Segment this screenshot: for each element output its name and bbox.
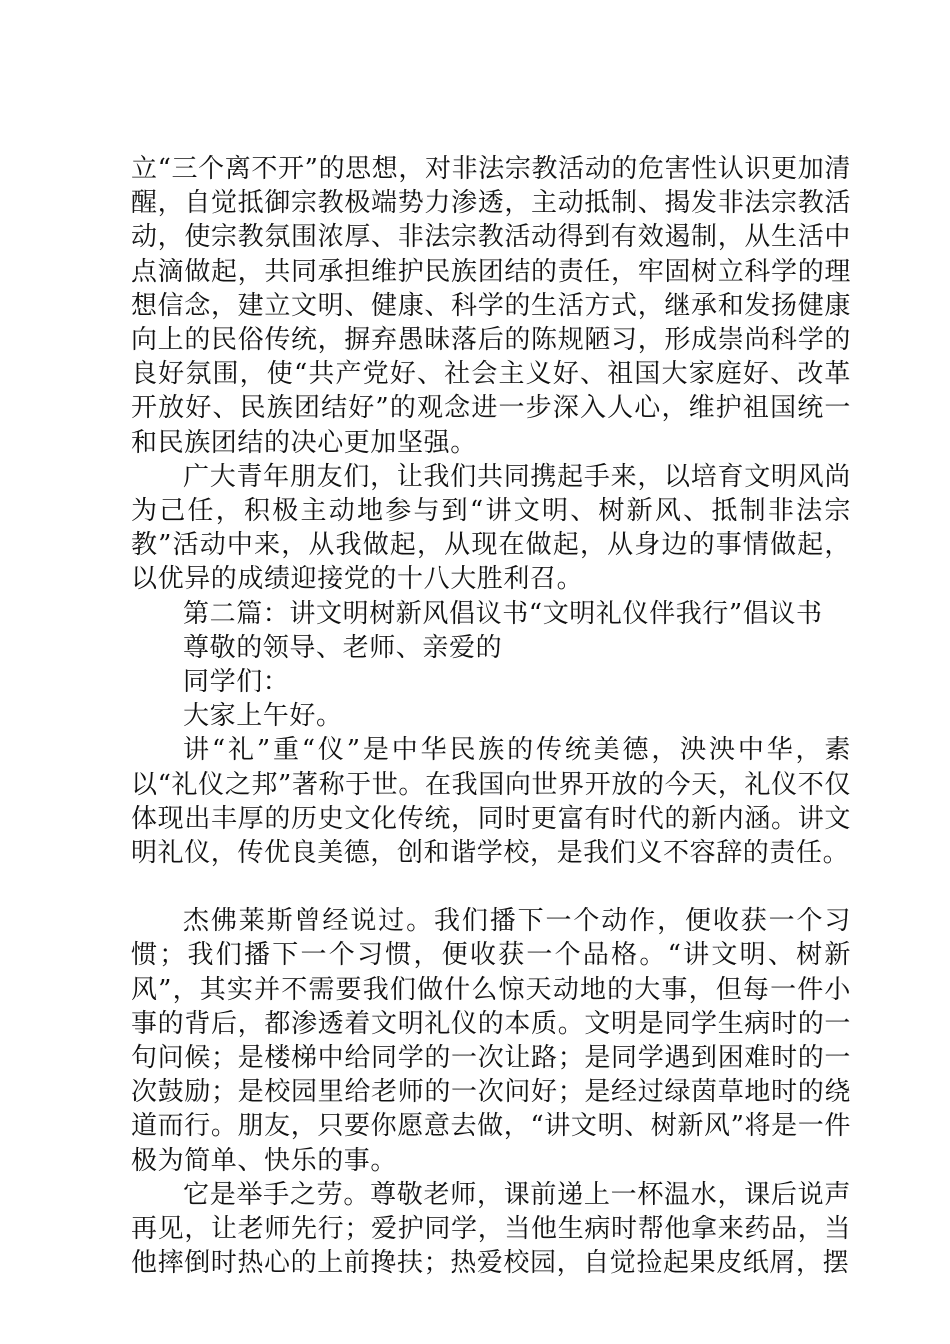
greeting: 大家上午好。 — [183, 701, 343, 732]
paragraph-youth-appeal: 广大青年朋友们，让我们共同携起手来，以培育文明风尚为己任，积极主动地参与到“讲文明、树新风、抵制非法宗教”活动中来，从我做起，从现在做起，从身边的事情做起，以优异的成绩迎接党的十八大胜利召。 — [131, 461, 851, 595]
section-heading: 第二篇：讲文明树新风倡议书“文明礼仪伴我行”倡议书 — [183, 598, 823, 629]
document-body — [131, 152, 851, 1281]
paragraph-etiquette: 讲“礼”重“仪”是中华民族的传统美德，泱泱中华，素以“礼仪之邦”著称于世。在我国向世界开放的今天，礼仪不仅体现出丰厚的历史文化传统，同时更富有时代的新内涵。讲文明礼仪，传优良美德，创和谐学校，是我们义不容辞的责任。 — [131, 735, 851, 869]
paragraph-continuation: 立“三个离不开”的思想，对非法宗教活动的危害性认识更加清醒，自觉抵御宗教极端势力渗透，主动抵制、揭发非法宗教活动，使宗教氛围浓厚、非法宗教活动得到有效遏制，从生活中点滴做起，共同承担维护民族团结的责任，牢固树立科学的理想信念，建立文明、健康、科学的生活方式，继承和发扬健康向上的民俗传统，摒弃愚昧落后的陈规陋习，形成崇尚科学的良好氛围，使“共产党好、社会主义好、祖国大家庭好、改革开放好、民族团结好”的观念进一步深入人心，维护祖国统一和民族团结的决心更加坚强。 — [131, 154, 851, 458]
salutation-line-1: 尊敬的领导、老师、亲爱的 — [183, 632, 503, 663]
paragraph-quote: 杰佛莱斯曾经说过。我们播下一个动作，便收获一个习惯；我们播下一个习惯，便收获一个品格。“讲文明、树新风”，其实并不需要我们做什么惊天动地的大事，但每一件小事的背后，都渗透着文明礼仪的本质。文明是同学生病时的一句问候；是楼梯中给同学的一次让路；是同学遇到困难时的一次鼓励；是校园里给老师的一次问好；是经过绿茵草地时的绕道而行。朋友，只要你愿意去做，“讲文明、树新风”将是一件极为简单、快乐的事。 — [131, 906, 851, 1176]
salutation-line-2: 同学们： — [183, 667, 290, 698]
paragraph-small-deeds: 它是举手之劳。尊敬老师，课前递上一杯温水，课后说声再见，让老师先行；爱护同学，当他生病时帮他拿来药品，当他摔倒时热心的上前搀扶；热爱校园，自觉捡起果皮纸屑，摆 — [131, 1179, 851, 1279]
